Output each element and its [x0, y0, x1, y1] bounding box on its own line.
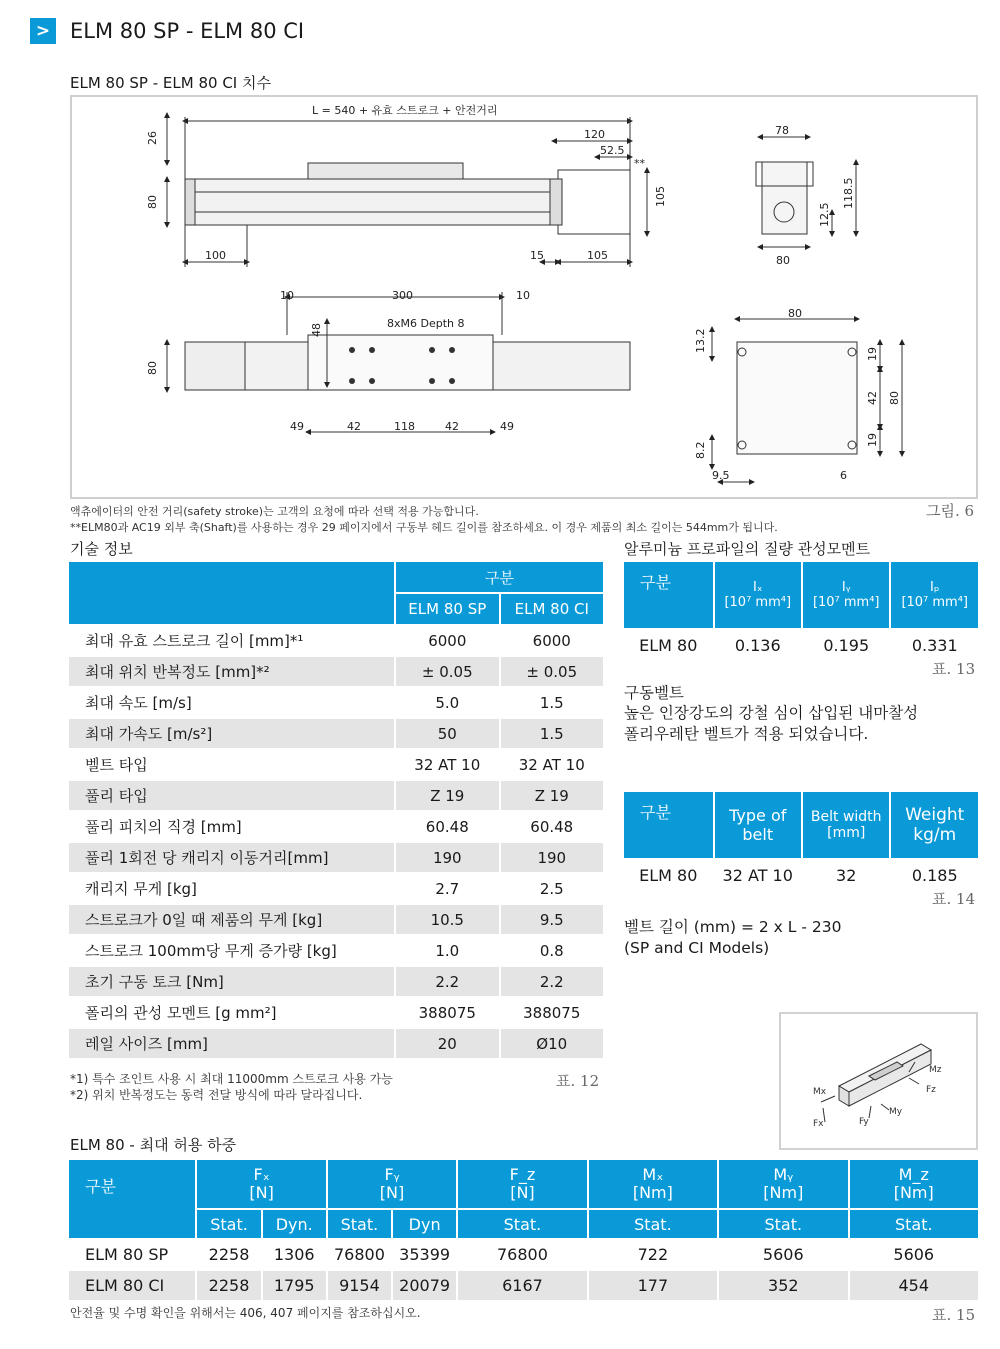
- load-cell: 20079: [393, 1271, 456, 1300]
- load-group-fx: [197, 1160, 325, 1208]
- profile-8-2: 8.2: [694, 441, 707, 459]
- moment-col-head: 구분: [624, 562, 713, 628]
- tech-table: [67, 560, 605, 1060]
- dim-15: 15: [530, 249, 544, 262]
- belt-length-formula: 벨트 길이 (mm) = 2 x L - 230: [624, 918, 842, 936]
- axis-my: My: [889, 1107, 903, 1117]
- profile-80v: 80: [888, 391, 901, 405]
- dim-80b: 80: [776, 254, 790, 267]
- load-cell: 76800: [333, 1245, 385, 1264]
- ip-label: Iₚ: [930, 580, 940, 595]
- dim-star: **: [634, 157, 645, 170]
- dim-49a: 49: [290, 420, 304, 433]
- belt-col-weight: [891, 792, 978, 858]
- belt-desc-2: 폴리우레탄 벨트가 적용 되었습니다.: [624, 725, 869, 743]
- note-safety: 액츄에이터의 안전 거리(safety stroke)는 고객의 요청에 따라 선택 적용 가능합니다.: [70, 505, 479, 518]
- load-group-my: [719, 1160, 847, 1208]
- tech-row-label: 벨트 타입: [85, 756, 148, 774]
- dim-49b: 49: [500, 420, 514, 433]
- holes-label: 8xM6 Depth 8: [387, 317, 465, 330]
- my-label: Mᵧ: [773, 1165, 794, 1184]
- moment-cell: 0.136: [734, 635, 781, 655]
- belt-row-label: ELM 80: [639, 865, 698, 885]
- load-row-label: ELM 80 SP: [85, 1245, 169, 1264]
- dim-118: 118: [394, 420, 415, 433]
- tech-cell: 1.5: [501, 719, 603, 748]
- tech-row-label: 최대 가속도 [m/s²]: [69, 719, 394, 748]
- load-cell: 35399: [399, 1245, 451, 1264]
- figure-number: 그림. 6: [926, 502, 975, 520]
- tech-cell: 388075: [523, 1003, 581, 1022]
- fx-unit: [N]: [249, 1183, 274, 1202]
- tech-cell: Z 19: [501, 781, 603, 810]
- moment-title: 알루미늄 프로파일의 질량 관성모멘트: [624, 540, 871, 558]
- dim-300: 300: [392, 289, 413, 302]
- moment-col-ip: [891, 562, 978, 628]
- load-table: [67, 1158, 980, 1302]
- load-cell: 1306: [273, 1245, 315, 1264]
- mz-label: M_z: [898, 1165, 929, 1184]
- dim-78: 78: [775, 124, 789, 137]
- belt-width-unit: [mm]: [827, 825, 866, 841]
- moment-row-label: ELM 80: [639, 635, 698, 655]
- tech-row-label: 풀리 1회전 당 캐리지 이동거리[mm]: [69, 843, 394, 872]
- tech-row-label: 폴리의 관성 모멘트 [g mm²]: [85, 1004, 277, 1022]
- load-cell: 352: [719, 1271, 847, 1300]
- dimension-section-title: ELM 80 SP - ELM 80 CI 치수: [70, 74, 271, 92]
- belt-desc-1: 높은 인장강도의 강철 심이 삽입된 내마찰성: [624, 704, 919, 722]
- tech-cell: 190: [501, 843, 603, 872]
- dim-80: 80: [146, 195, 159, 209]
- tech-cell: 2.2: [396, 967, 498, 996]
- mx-label: Mₓ: [642, 1165, 664, 1184]
- tech-col-sp: ELM 80 SP: [396, 594, 498, 624]
- load-cell: 2258: [197, 1271, 260, 1300]
- load-cell: 5606: [893, 1245, 935, 1264]
- fy-label: Fᵧ: [384, 1165, 400, 1184]
- load-sub: Stat.: [589, 1210, 717, 1238]
- tech-cell: 388075: [418, 1003, 476, 1022]
- load-sub: Stat.: [197, 1210, 260, 1238]
- belt-weight-label: Weight: [905, 805, 965, 825]
- tech-cell: 2.7: [435, 879, 460, 898]
- ix-label: Iₓ: [752, 580, 763, 595]
- tech-row-label: 최대 위치 반복정도 [mm]*²: [69, 657, 394, 686]
- load-sub: Dyn: [393, 1210, 456, 1238]
- load-cell: 6167: [458, 1271, 586, 1300]
- load-cell: 9154: [328, 1271, 391, 1300]
- load-group-fy: [328, 1160, 456, 1208]
- moment-cell: 0.331: [911, 635, 958, 655]
- tech-row-label: 풀리 피치의 직경 [mm]: [85, 818, 242, 836]
- tech-cell: 60.48: [425, 817, 469, 836]
- load-group-mz: [850, 1160, 979, 1208]
- load-cell: 5606: [762, 1245, 804, 1264]
- belt-title: 구동벨트: [624, 684, 684, 702]
- load-group-mx: [589, 1160, 717, 1208]
- mz-unit: [Nm]: [893, 1183, 934, 1202]
- load-title: ELM 80 - 최대 허용 하중: [70, 1136, 237, 1154]
- tech-cell: 1.5: [539, 693, 564, 712]
- length-formula: L = 540 + 유효 스트로크 + 안전거리: [312, 104, 498, 117]
- dim-42a: 42: [347, 420, 361, 433]
- load-sub: Dyn.: [263, 1210, 326, 1238]
- belt-cell: 0.185: [911, 865, 958, 885]
- axis-mz: Mz: [929, 1065, 942, 1075]
- tech-title: 기술 정보: [70, 540, 133, 558]
- tech-row-label: 최대 속도 [m/s]: [85, 694, 192, 712]
- belt-cell: 32: [836, 865, 857, 885]
- load-sub: Stat.: [328, 1210, 391, 1238]
- axes-diagram: [779, 1012, 978, 1150]
- moment-col-iy: [803, 562, 889, 628]
- tech-cell: 32 AT 10: [414, 755, 481, 774]
- tech-cell: 32 AT 10: [518, 755, 585, 774]
- belt-col-width: [803, 792, 889, 858]
- load-note: 안전율 및 수명 확인을 위해서는 406, 407 페이지를 참조하십시오.: [70, 1306, 421, 1320]
- load-cell: 1795: [263, 1271, 326, 1300]
- dim-80c: 80: [146, 361, 159, 375]
- belt-cell: 32 AT 10: [722, 865, 793, 885]
- belt-type-label-2: belt: [742, 825, 774, 844]
- tech-cell: 50: [396, 719, 498, 748]
- tech-footnote-1: *1) 특수 조인트 사용 시 최대 11000mm 스트로크 사용 가능: [70, 1072, 393, 1086]
- dim-52-5: 52.5: [600, 144, 625, 157]
- profile-42: 42: [866, 391, 879, 405]
- load-cell: 722: [637, 1245, 669, 1264]
- tech-cell: 6000: [428, 631, 467, 650]
- tech-cell: Ø10: [501, 1029, 603, 1058]
- dim-118-5: 118.5: [842, 177, 855, 209]
- belt-type-label: Type of: [729, 806, 787, 825]
- dim-12-5: 12.5: [818, 202, 831, 227]
- profile-13-2: 13.2: [694, 328, 707, 353]
- moment-cell: 0.195: [823, 635, 870, 655]
- load-cell: 76800: [496, 1245, 548, 1264]
- profile-80: 80: [788, 307, 802, 320]
- belt-col-type: [715, 792, 801, 858]
- note-shaft: **ELM80과 AC19 외부 축(Shaft)를 사용하는 경우 29 페이지에서 구동부 헤드 길이를 참조하세요. 이 경우 제품의 최소 길이는 544mm가 됩니다.: [70, 521, 778, 534]
- profile-6: 6: [840, 469, 847, 482]
- tech-corner: [69, 562, 394, 624]
- tech-cell: 9.5: [501, 905, 603, 934]
- my-unit: [Nm]: [763, 1183, 804, 1202]
- tech-cell: 6000: [532, 631, 571, 650]
- tech-cell: 60.48: [530, 817, 574, 836]
- profile-9-5: 9.5: [712, 469, 730, 482]
- dim-26: 26: [146, 131, 159, 145]
- fy-unit: [N]: [379, 1183, 405, 1202]
- dimension-drawing: [70, 95, 978, 499]
- load-corner: 구분: [69, 1160, 195, 1238]
- load-sub: Stat.: [458, 1210, 586, 1238]
- tech-cell: 1.0: [435, 941, 460, 960]
- tech-cell: ± 0.05: [396, 657, 498, 686]
- dim-10a: 10: [280, 289, 294, 302]
- tech-row-label: 최대 유효 스트로크 길이 [mm]*¹: [85, 632, 304, 650]
- page-title: ELM 80 SP - ELM 80 CI: [70, 19, 305, 43]
- load-group-fz: [458, 1160, 586, 1208]
- tech-row-label: 스트로크가 0일 때 제품의 무게 [kg]: [69, 905, 394, 934]
- tech-footnote-2: *2) 위치 반복정도는 동력 전달 방식에 따라 달라집니다.: [70, 1088, 363, 1102]
- belt-table: [622, 790, 980, 892]
- belt-col-head: 구분: [624, 792, 713, 858]
- dim-48: 48: [310, 323, 323, 337]
- tech-col-ci: ELM 80 CI: [501, 594, 603, 624]
- profile-19b: 19: [866, 433, 879, 447]
- tech-row-label: 캐리지 무게 [kg]: [85, 880, 197, 898]
- tech-row-label: 풀리 타입: [69, 781, 394, 810]
- tech-row-label: 레일 사이즈 [mm]: [69, 1029, 394, 1058]
- load-cell: 454: [850, 1271, 979, 1300]
- tech-cell: ± 0.05: [501, 657, 603, 686]
- tech-cell: Z 19: [396, 781, 498, 810]
- iy-label: Iᵧ: [841, 580, 851, 595]
- dim-42b: 42: [445, 420, 459, 433]
- tech-row-label: 스트로크 100mm당 무게 증가량 [kg]: [85, 942, 337, 960]
- profile-19a: 19: [866, 347, 879, 361]
- dim-105h: 105: [587, 249, 608, 262]
- tech-cell: 0.8: [539, 941, 564, 960]
- fz-unit: [N]: [510, 1183, 535, 1202]
- table-number-13: 표. 13: [932, 660, 976, 678]
- tech-cell: 2.5: [539, 879, 564, 898]
- table-number-15: 표. 15: [932, 1306, 976, 1324]
- belt-weight-unit: kg/m: [913, 825, 957, 845]
- axis-fx: Fx: [813, 1119, 824, 1129]
- tech-cell: 5.0: [435, 693, 460, 712]
- ix-unit: [10⁷ mm⁴]: [724, 595, 792, 610]
- belt-length-note: (SP and CI Models): [624, 939, 770, 957]
- mx-unit: [Nm]: [632, 1183, 673, 1202]
- moment-col-ix: [715, 562, 801, 628]
- axis-fz: Fz: [926, 1085, 936, 1095]
- dim-100: 100: [205, 249, 226, 262]
- tech-cell: 10.5: [396, 905, 498, 934]
- tech-group-header: 구분: [396, 562, 603, 592]
- dim-10b: 10: [516, 289, 530, 302]
- table-number-12: 표. 12: [556, 1072, 600, 1090]
- belt-width-label: Belt width: [810, 809, 882, 825]
- page-header: [30, 18, 304, 44]
- load-cell: 177: [589, 1271, 717, 1300]
- fz-label: F_z: [509, 1165, 536, 1184]
- axis-fy: Fy: [859, 1117, 869, 1127]
- axis-mx: Mx: [813, 1087, 827, 1097]
- dim-105v: 105: [654, 186, 667, 207]
- fx-label: Fₓ: [253, 1165, 270, 1184]
- dim-120: 120: [584, 128, 605, 141]
- tech-row-label: 초기 구동 토크 [Nm]: [69, 967, 394, 996]
- ip-unit: [10⁷ mm⁴]: [901, 595, 969, 610]
- tech-cell: 20: [396, 1029, 498, 1058]
- load-cell: 2258: [208, 1245, 250, 1264]
- tech-cell: 190: [396, 843, 498, 872]
- load-sub: Stat.: [719, 1210, 847, 1238]
- chevron-right-icon: >: [30, 18, 56, 44]
- iy-unit: [10⁷ mm⁴]: [812, 595, 880, 610]
- moment-table: [622, 560, 980, 662]
- load-row-label: ELM 80 CI: [69, 1271, 195, 1300]
- table-number-14: 표. 14: [932, 890, 976, 908]
- load-sub: Stat.: [850, 1210, 979, 1238]
- tech-cell: 2.2: [501, 967, 603, 996]
